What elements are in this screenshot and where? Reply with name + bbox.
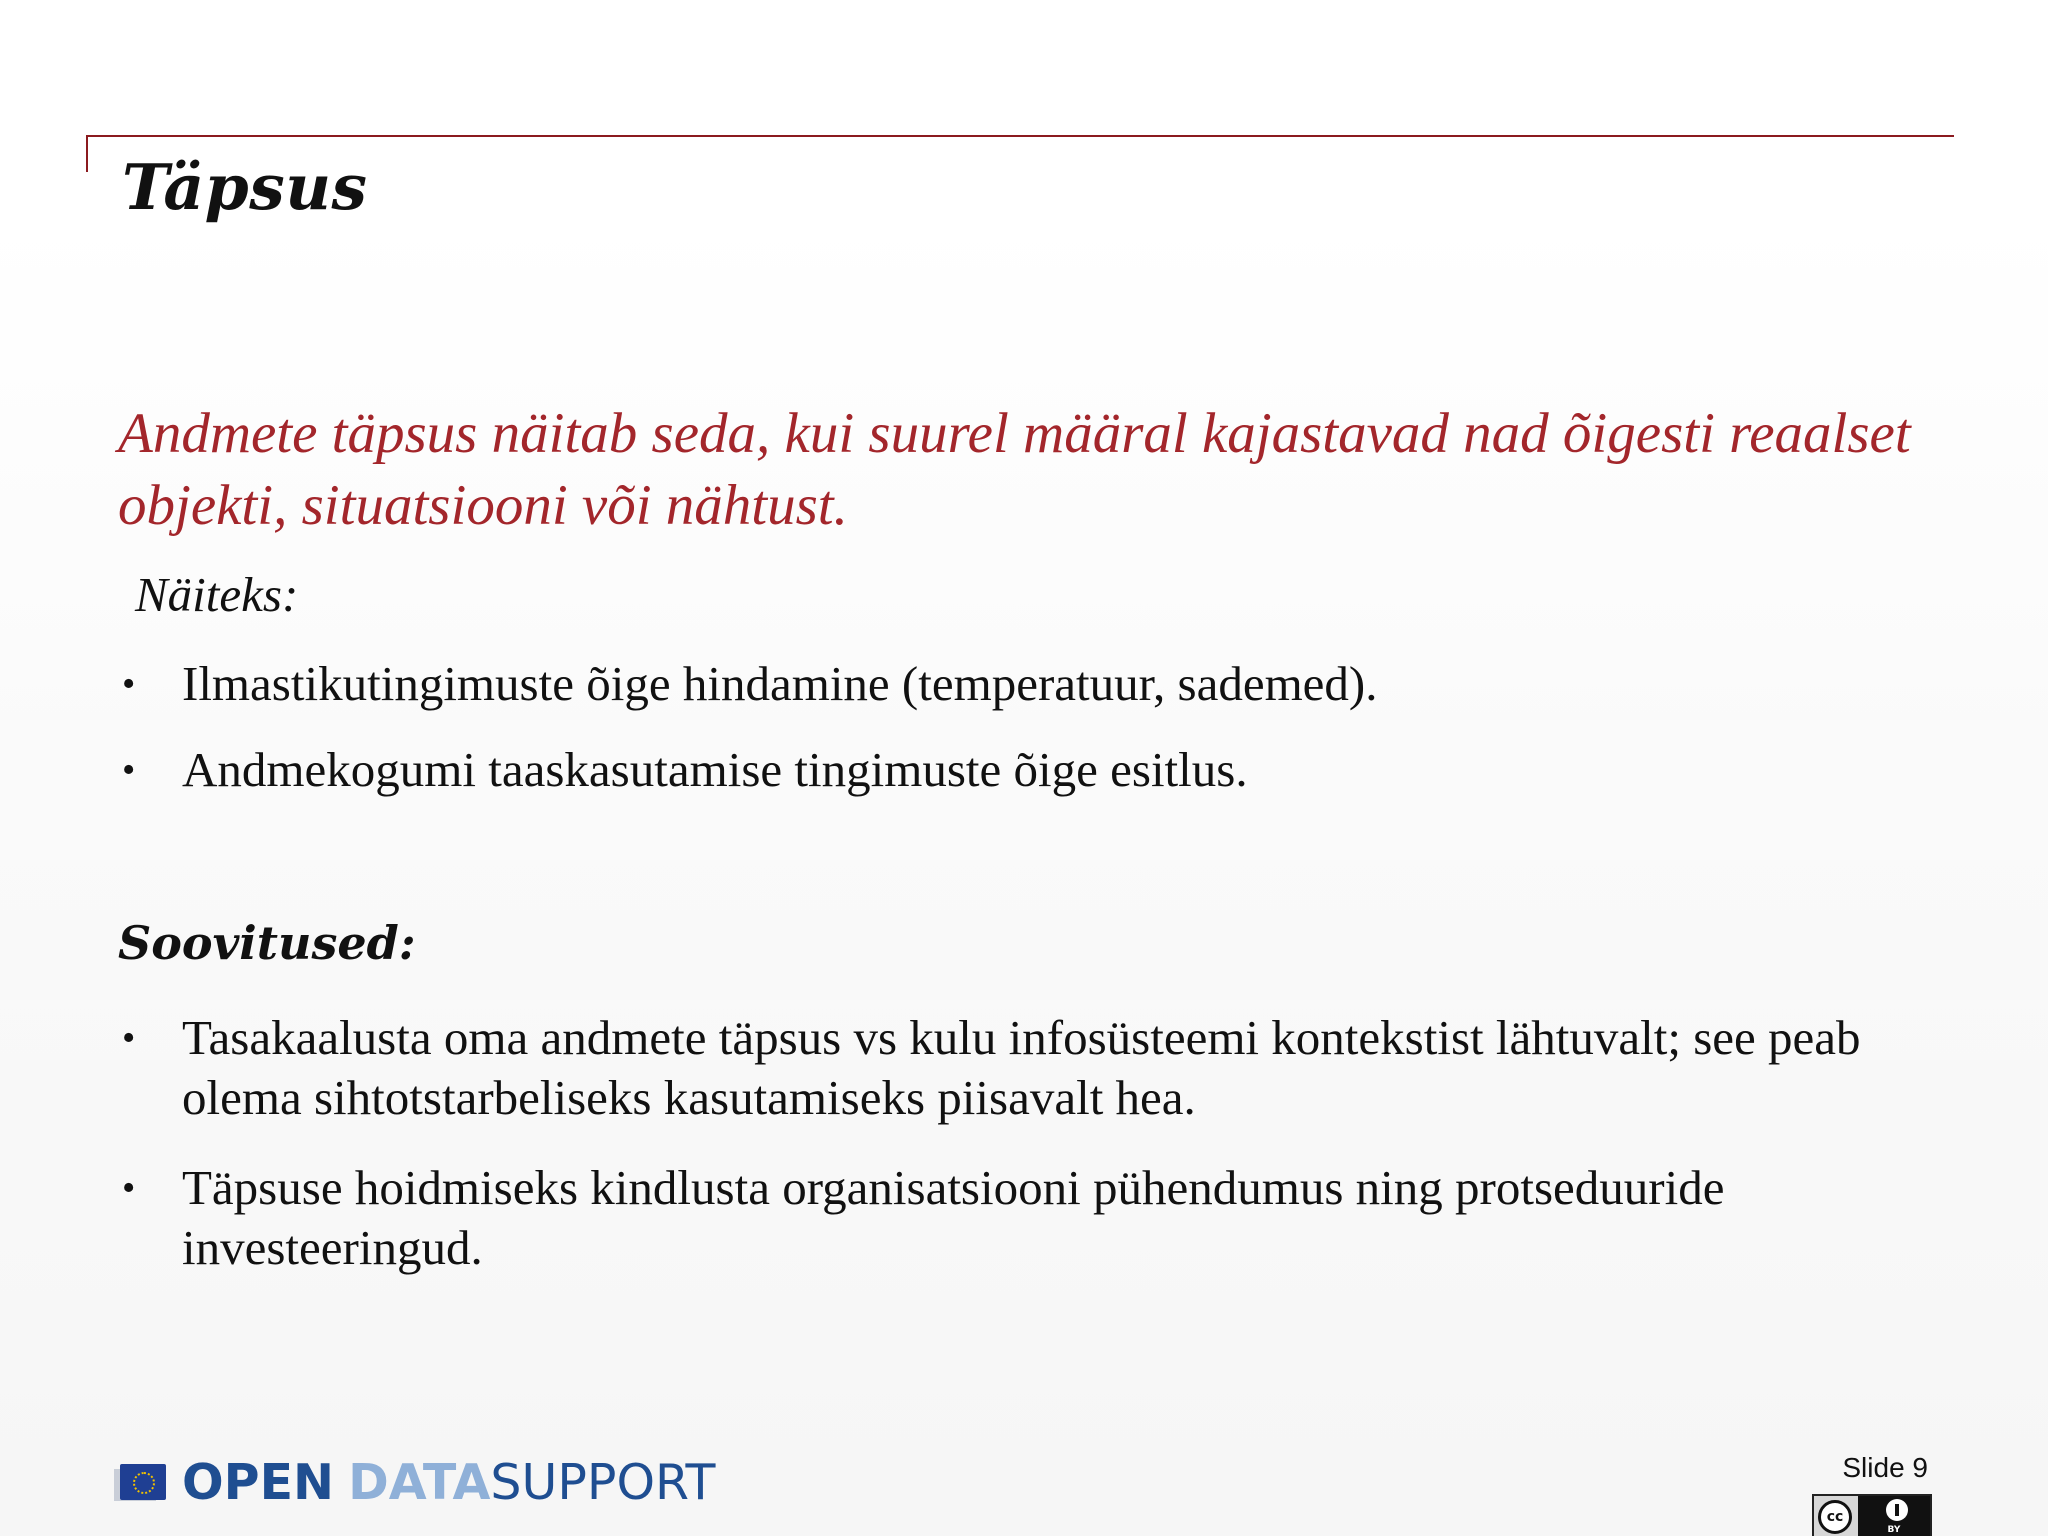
eu-flag-icon [120,1464,166,1500]
bullet-icon: • [122,1167,136,1209]
open-data-support-logo [120,1452,715,1512]
person-icon [1886,1499,1908,1521]
logo-data-text: DATA [348,1453,491,1511]
list-item [118,740,1938,800]
definition-text: Andmete täpsus näitab seda, kui suurel määral kajastavad nad õigesti reaalset objekti, situatsiooni või nähtust. [118,402,1911,537]
list-item-text: Täpsuse hoidmiseks kindlusta organisatsiooni pühendumus ning protseduuride investeeringud. [182,1160,1725,1275]
list-item-text: Tasakaalusta oma andmete täpsus vs kulu infosüsteemi kontekstist lähtuvalt; see peab olema sihtotstarbeliseks kasutamiseks piisavalt hea. [182,1010,1861,1125]
logo-open-text: OPEN [182,1453,335,1511]
list-item [118,654,1938,714]
cc-icon: cc [1818,1500,1852,1534]
title-rule-tick [86,135,88,172]
by-label: BY [1887,1525,1901,1535]
logo-support-text: SUPPORT [490,1453,716,1511]
list-item [118,1158,1978,1278]
slide-title: Täpsus [122,150,368,224]
examples-label: Näiteks: [135,567,299,622]
list-item [118,1008,1978,1128]
bullet-icon: • [122,663,136,705]
bullet-icon: • [122,1017,136,1059]
list-item-text: Andmekogumi taaskasutamise tingimuste õige esitlus. [182,742,1248,797]
cc-by-license-icon [1812,1494,1932,1536]
title-rule [86,135,1954,137]
examples-list [118,654,1938,826]
list-item-text: Ilmastikutingimuste õige hindamine (temperatuur, sademed). [182,656,1378,711]
recommendations-label: Soovitused: [118,916,416,970]
by-strip [1858,1496,1930,1536]
bullet-icon: • [122,749,136,791]
slide-number: Slide 9 [1842,1452,1928,1483]
recommendations-list [118,1008,1978,1308]
